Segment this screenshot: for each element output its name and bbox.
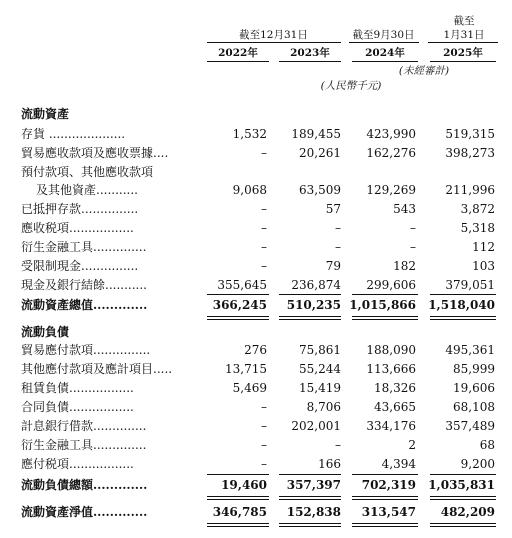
table-row bbox=[0, 417, 512, 436]
cell-2024: 2 bbox=[408, 438, 416, 452]
cell-2025: 379,051 bbox=[445, 278, 495, 292]
row-label: 存貨 .................... bbox=[21, 127, 126, 141]
cell-2024: – bbox=[410, 221, 416, 235]
row-label: 流動負債總額............. bbox=[21, 478, 148, 492]
cell-2024: 162,276 bbox=[366, 146, 416, 160]
row-label: 計息銀行借款.............. bbox=[21, 419, 147, 433]
year-2025: 2025年 bbox=[443, 47, 483, 59]
rule-assets-total-bottom2 bbox=[430, 319, 496, 320]
header-rule-jan31 bbox=[428, 42, 498, 43]
cell-2023: 55,244 bbox=[299, 362, 341, 376]
rule-net-bottom2 bbox=[430, 526, 496, 527]
rule-assets-total-bottom bbox=[279, 316, 341, 317]
cell-2022: 1,532 bbox=[232, 127, 267, 141]
row-label: 已抵押存款............... bbox=[21, 202, 139, 216]
cell-2023: – bbox=[335, 240, 341, 254]
cell-2025: 211,996 bbox=[445, 183, 495, 197]
cell-2024: – bbox=[410, 240, 416, 254]
cell-2025: 19,606 bbox=[453, 381, 495, 395]
table-row bbox=[0, 455, 512, 474]
rule-assets-total-bottom bbox=[207, 316, 269, 317]
rule-net-bottom2 bbox=[207, 526, 269, 527]
table-row bbox=[0, 238, 512, 257]
cell-2024: 18,326 bbox=[374, 381, 416, 395]
cell-2025: 357,489 bbox=[445, 419, 495, 433]
table-row bbox=[0, 257, 512, 276]
cell-2025: 495,361 bbox=[445, 343, 495, 357]
cell-2022: – bbox=[261, 221, 267, 235]
row-label: 租賃負債................. bbox=[21, 381, 134, 395]
cell-2025: 5,318 bbox=[460, 221, 495, 235]
table-row bbox=[0, 398, 512, 417]
year-rule-2022 bbox=[207, 61, 269, 62]
cell-2025: 519,315 bbox=[445, 127, 495, 141]
cell-2023: 152,838 bbox=[286, 505, 341, 519]
header-period-jan31-line2: 1月31日 bbox=[443, 29, 485, 41]
rule-liab-total-bottom bbox=[352, 496, 418, 497]
cell-2023: 510,235 bbox=[286, 298, 341, 312]
cell-2022: – bbox=[261, 457, 267, 471]
row-label: 其他應付款項及應計項目..... bbox=[21, 362, 173, 376]
cell-2023: 189,455 bbox=[291, 127, 341, 141]
cell-2024: 113,666 bbox=[366, 362, 416, 376]
table-row bbox=[0, 163, 512, 182]
cell-2023: – bbox=[335, 221, 341, 235]
rule-liab-total-bottom2 bbox=[430, 499, 496, 500]
table-row bbox=[0, 219, 512, 238]
cell-2022: – bbox=[261, 240, 267, 254]
cell-2025: 9,200 bbox=[460, 457, 495, 471]
cell-2022: 9,068 bbox=[232, 183, 267, 197]
cell-2025: 1,518,040 bbox=[428, 298, 495, 312]
table-row bbox=[0, 144, 512, 163]
year-2022: 2022年 bbox=[218, 47, 258, 59]
rule-net-bottom bbox=[352, 523, 418, 524]
row-label: 流動資產總值............. bbox=[21, 298, 148, 312]
cell-2022: – bbox=[261, 419, 267, 433]
row-label: 流動資產淨值............. bbox=[21, 505, 148, 519]
cell-2023: 75,861 bbox=[299, 343, 341, 357]
table-row bbox=[0, 181, 512, 200]
cell-2022: – bbox=[261, 202, 267, 216]
cell-2024: 299,606 bbox=[366, 278, 416, 292]
row-label: 受限制現金............... bbox=[21, 259, 139, 273]
cell-2023: 236,874 bbox=[291, 278, 341, 292]
cell-2023: 15,419 bbox=[299, 381, 341, 395]
cell-2022: 366,245 bbox=[212, 298, 267, 312]
cell-2024: 182 bbox=[393, 259, 416, 273]
row-label: 應收税項................. bbox=[21, 221, 134, 235]
cell-2023: 357,397 bbox=[286, 478, 341, 492]
row-label: 衍生金融工具.............. bbox=[21, 438, 147, 452]
table-row bbox=[0, 341, 512, 360]
rule-liab-total-bottom2 bbox=[207, 499, 269, 500]
cell-2023: 63,509 bbox=[299, 183, 341, 197]
rule-liab-total-top bbox=[430, 474, 496, 475]
cell-2022: 355,645 bbox=[217, 278, 267, 292]
section-current-assets: 流動資產 bbox=[21, 107, 70, 121]
row-label: 預付款項、其他應收款項 bbox=[21, 165, 154, 179]
table-row bbox=[0, 125, 512, 144]
cell-2023: 79 bbox=[325, 259, 341, 273]
rule-liab-total-bottom bbox=[279, 496, 341, 497]
header-period-sep30: 截至9月30日 bbox=[352, 29, 415, 41]
header-rule-sep30 bbox=[349, 42, 419, 43]
rule-net-bottom bbox=[430, 523, 496, 524]
year-rule-2025 bbox=[430, 61, 496, 62]
cell-2022: 346,785 bbox=[212, 505, 267, 519]
cell-2025: 398,273 bbox=[445, 146, 495, 160]
cell-2022: – bbox=[261, 146, 267, 160]
cell-2024: 43,665 bbox=[374, 400, 416, 414]
rule-net-bottom2 bbox=[352, 526, 418, 527]
header-period-jan31-line1: 截至 bbox=[453, 15, 475, 27]
table-row bbox=[0, 200, 512, 219]
total-current-assets-row bbox=[0, 296, 512, 315]
year-2024: 2024年 bbox=[365, 47, 405, 59]
rule-assets-total-bottom bbox=[352, 316, 418, 317]
header-period-dec31: 截至12月31日 bbox=[239, 29, 308, 41]
cell-2023: 20,261 bbox=[299, 146, 341, 160]
cell-2025: 68,108 bbox=[453, 400, 495, 414]
year-2023: 2023年 bbox=[290, 47, 330, 59]
cell-2024: 543 bbox=[393, 202, 416, 216]
cell-2025: 85,999 bbox=[453, 362, 495, 376]
rule-assets-total-bottom bbox=[430, 316, 496, 317]
table-row bbox=[0, 436, 512, 455]
rule-liab-total-top bbox=[352, 474, 418, 475]
rule-assets-total-bottom2 bbox=[352, 319, 418, 320]
header-rule-dec31 bbox=[207, 42, 341, 43]
cell-2023: 166 bbox=[318, 457, 341, 471]
rule-assets-total-bottom2 bbox=[207, 319, 269, 320]
cell-2025: 482,209 bbox=[440, 505, 495, 519]
cell-2022: 276 bbox=[244, 343, 267, 357]
unit-note: (人民幣千元) bbox=[320, 80, 382, 92]
row-label: 衍生金融工具.............. bbox=[21, 240, 147, 254]
net-current-assets-row bbox=[0, 503, 512, 522]
year-rule-2023 bbox=[279, 61, 341, 62]
cell-2024: 188,090 bbox=[366, 343, 416, 357]
cell-2025: 103 bbox=[472, 259, 495, 273]
cell-2024: 313,547 bbox=[361, 505, 416, 519]
total-current-liabilities-row bbox=[0, 476, 512, 495]
cell-2023: 57 bbox=[325, 202, 341, 216]
rule-assets-total-top bbox=[279, 294, 341, 295]
rule-assets-total-top bbox=[430, 294, 496, 295]
row-label: 貿易應付款項............... bbox=[21, 343, 151, 357]
year-rule-2024 bbox=[352, 61, 418, 62]
rule-assets-total-top bbox=[352, 294, 418, 295]
cell-2024: 702,319 bbox=[361, 478, 416, 492]
cell-2022: 13,715 bbox=[225, 362, 267, 376]
rule-assets-total-bottom2 bbox=[279, 319, 341, 320]
table-row bbox=[0, 360, 512, 379]
table-row bbox=[0, 379, 512, 398]
cell-2022: – bbox=[261, 438, 267, 452]
rule-liab-total-bottom2 bbox=[279, 499, 341, 500]
rule-liab-total-bottom bbox=[430, 496, 496, 497]
rule-liab-total-top bbox=[279, 474, 341, 475]
row-label: 合同負債................. bbox=[21, 400, 134, 414]
rule-assets-total-top bbox=[207, 294, 269, 295]
cell-2024: 4,394 bbox=[381, 457, 416, 471]
row-label: 貿易應收款項及應收票據.... bbox=[21, 146, 169, 160]
section-current-liabilities: 流動負債 bbox=[21, 325, 70, 339]
rule-liab-total-bottom bbox=[207, 496, 269, 497]
rule-liab-total-bottom2 bbox=[352, 499, 418, 500]
cell-2025: 1,035,831 bbox=[428, 478, 495, 492]
rule-net-bottom bbox=[279, 523, 341, 524]
cell-2025: 68 bbox=[479, 438, 495, 452]
rule-net-bottom bbox=[207, 523, 269, 524]
unaudited-note: (未經審計) bbox=[398, 65, 450, 77]
cell-2024: 129,269 bbox=[366, 183, 416, 197]
cell-2023: 8,706 bbox=[306, 400, 341, 414]
cell-2023: 202,001 bbox=[291, 419, 341, 433]
rule-liab-total-top bbox=[207, 474, 269, 475]
cell-2024: 1,015,866 bbox=[349, 298, 416, 312]
cell-2025: 3,872 bbox=[460, 202, 495, 216]
cell-2024: 423,990 bbox=[366, 127, 416, 141]
row-label: 應付税項................. bbox=[21, 457, 134, 471]
row-label: 及其他資產........... bbox=[36, 183, 138, 197]
cell-2023: – bbox=[335, 438, 341, 452]
cell-2024: 334,176 bbox=[366, 419, 416, 433]
cell-2022: 5,469 bbox=[232, 381, 267, 395]
row-label: 現金及銀行結餘........... bbox=[21, 278, 147, 292]
cell-2025: 112 bbox=[472, 240, 495, 254]
rule-net-bottom2 bbox=[279, 526, 341, 527]
cell-2022: – bbox=[261, 259, 267, 273]
table-row bbox=[0, 276, 512, 295]
cell-2022: – bbox=[261, 400, 267, 414]
cell-2022: 19,460 bbox=[221, 478, 267, 492]
